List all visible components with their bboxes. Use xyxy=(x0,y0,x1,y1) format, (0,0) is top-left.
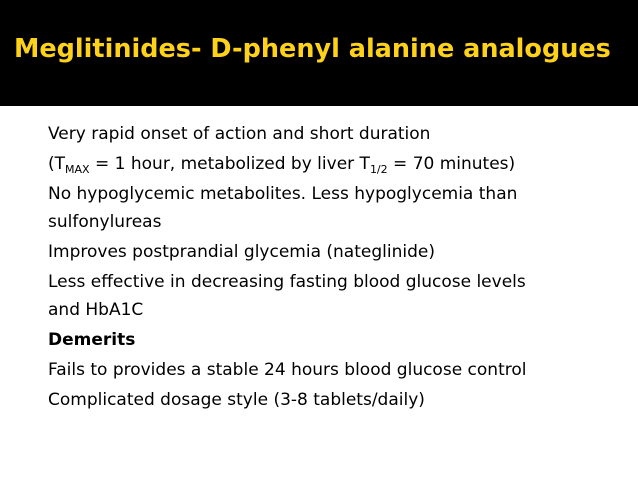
text-line-tmax xyxy=(48,150,623,178)
text-line-demerits-heading: Demerits xyxy=(48,330,136,350)
slide-title: Meglitinides- D-phenyl alanine analogues xyxy=(14,34,611,64)
title-bar xyxy=(0,0,638,106)
tmax-middle: = 1 hour, metabolized by liver T xyxy=(89,154,370,174)
text-line-stability: Fails to provides a stable 24 hours blood glucose control xyxy=(48,360,527,380)
tmax-end: = 70 minutes) xyxy=(387,154,516,174)
tmax-open: (T xyxy=(48,154,66,174)
text-line-fasting: Less effective in decreasing fasting blood glucose levels xyxy=(48,272,526,292)
text-line-fasting-cont: and HbA1C xyxy=(48,300,144,320)
half-life-subscript: 1/2 xyxy=(369,163,388,176)
text-line-dosage: Complicated dosage style (3-8 tablets/daily) xyxy=(48,390,425,410)
text-line-postprandial: Improves postprandial glycemia (nateglinide) xyxy=(48,242,435,262)
text-line-metabolites-cont: sulfonylureas xyxy=(48,212,162,232)
tmax-subscript: MAX xyxy=(65,163,90,176)
text-line-metabolites: No hypoglycemic metabolites. Less hypoglycemia than xyxy=(48,184,518,204)
text-line-onset: Very rapid onset of action and short duration xyxy=(48,124,431,144)
slide-body xyxy=(48,120,623,414)
